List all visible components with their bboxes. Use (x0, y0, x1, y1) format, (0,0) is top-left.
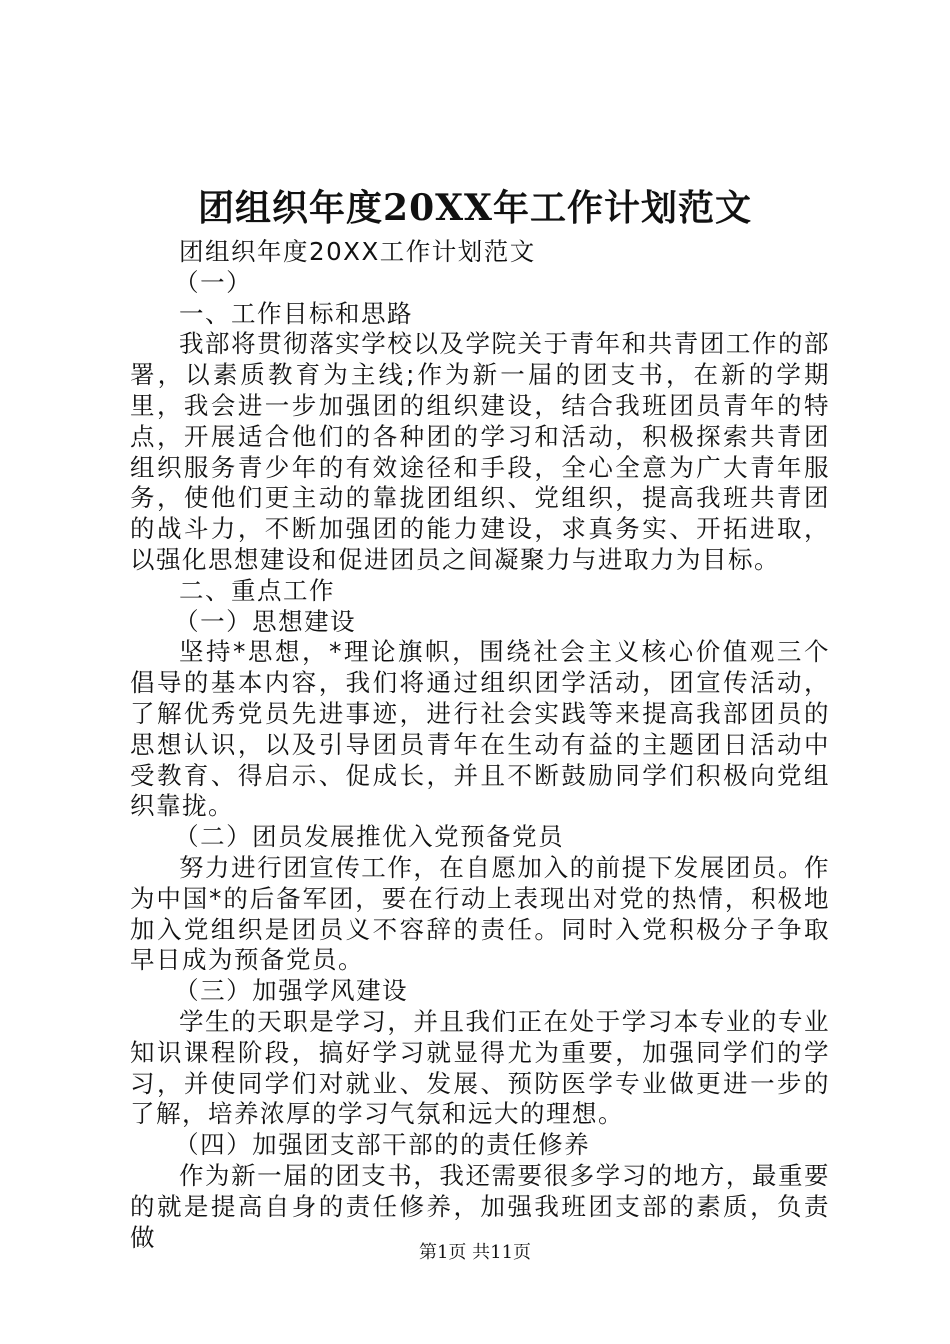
subsection-heading: （一）思想建设 (174, 606, 357, 636)
document-body (130, 237, 830, 1253)
section-heading: 一、工作目标和思路 (179, 298, 413, 328)
subtitle-line: 团组织年度20XX工作计划范文 (179, 237, 536, 266)
body-paragraph: 学生的天职是学习，并且我们正在处于学习本专业的专业知识课程阶段，搞好学习就显得尤为重要，加强同学们的学习，并使同学们对就业、发展、预防医学专业做更进一步的了解，培养浓厚的学习气氛和远大的理想。 (130, 1006, 830, 1129)
section-heading: 二、重点工作 (179, 575, 335, 605)
document-title: 团组织年度20XX年工作计划范文 (198, 187, 752, 229)
body-paragraph: 坚持*思想，*理论旗帜，围绕社会主义核心价值观三个倡导的基本内容，我们将通过组织团学活动，团宣传活动，了解优秀党员先进事迹，进行社会实践等来提高我部团员的思想认识，以及引导团员青年在生动有益的主题团日活动中受教育、得启示、促成长，并且不断鼓励同学们积极向党组织靠拢。 (130, 637, 830, 821)
subsection-heading: （三）加强学风建设 (174, 976, 409, 1006)
subsection-heading: （二）团员发展推优入党预备党员 (174, 822, 565, 852)
page-footer: 第1页 共11页 (418, 1242, 532, 1263)
subsection-heading: （四）加强团支部干部的的责任修养 (174, 1130, 591, 1160)
body-paragraph: 我部将贯彻落实学校以及学院关于青年和共青团工作的部署，以素质教育为主线;作为新一届的团支书，在新的学期里，我会进一步加强团的组织建设，结合我班团员青年的特点，开展适合他们的各种团的学习和活动，积极探索共青团组织服务青少年的有效途径和手段，全心全意为广大青年服务，使他们更主动的靠拢团组织、党组织，提高我班共青团的战斗力，不断加强团的能力建设，求真务实、开拓进取，以强化思想建设和促进团员之间凝聚力与进取力为目标。 (130, 329, 830, 574)
body-paragraph: 努力进行团宣传工作，在自愿加入的前提下发展团员。作为中国*的后备军团，要在行动上表现出对党的热情，积极地加入党组织是团员义不容辞的责任。同时入党积极分子争取早日成为预备党员。 (130, 852, 830, 975)
part-marker: （一） (174, 267, 253, 297)
body-paragraph: 作为新一届的团支书，我还需要很多学习的地方，最重要的就是提高自身的责任修养，加强我班团支部的素质，负责做 (130, 1160, 830, 1252)
